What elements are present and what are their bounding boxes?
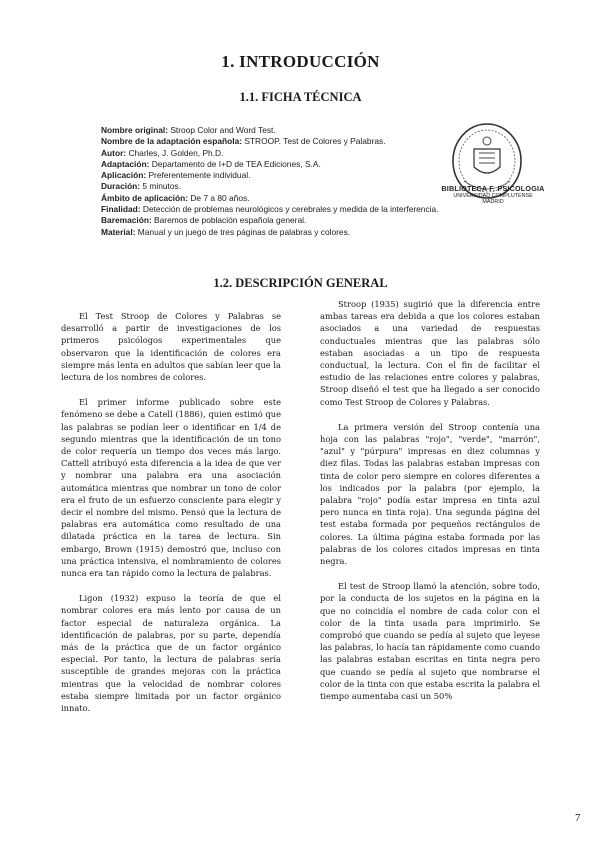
stamp-line: UNIVERSIDAD COMPLUTENSE bbox=[453, 193, 533, 199]
ficha-row bbox=[101, 136, 461, 147]
ficha-row bbox=[101, 193, 461, 204]
ficha-label: Nombre de la adaptación española: bbox=[101, 136, 243, 147]
chapter-heading: 1. INTRODUCCIÓN bbox=[221, 52, 380, 71]
ficha-label: Material: bbox=[101, 226, 136, 237]
ficha-row bbox=[101, 125, 461, 136]
ficha-label: Adaptación: bbox=[101, 158, 150, 169]
ficha-value: Preferentemente individual. bbox=[146, 170, 251, 181]
ficha-value: Departamento de I+D de TEA Ediciones, S.A. bbox=[149, 158, 321, 169]
paragraph: La primera versión del Stroop contenía una hoja con las palabras "rojo", "verde", "marrón", "azul" y "púrpura" impresas en diez columnas y diez filas. Todas las palabras estaban impresas con tinta de color pero siempre en colores diferentes a los indicados por la palabra (por ejemplo, la palabra "rojo" podía estar impresa en tinta azul pero nunca en tinta roja). Una segunda página del test estaba formada por pequeños rectángulos de colores. La última página estaba formada por las palabras de los colores citados impresas en tinta negra. bbox=[320, 421, 540, 567]
ficha-row bbox=[101, 148, 461, 159]
ficha-label: Duración: bbox=[101, 181, 141, 192]
paragraph: Ligon (1932) expuso la teoría de que el nombrar colores era más lento por causa de un factor especial de naturaleza orgánica. La identificación de palabras, por su parte, dependía más de la práctica que de un factor orgánico especial. Por tanto, la lectura de palabras sería susceptible de grandes mejoras con la práctica mientras que la velocidad de nombrar colores estaba siempre limitada por un factor orgánico innato. bbox=[61, 593, 281, 714]
ficha-label: Baremación: bbox=[101, 215, 152, 226]
ficha-value: Charles, J. Golden, Ph.D. bbox=[126, 147, 224, 158]
paragraph: El test de Stroop llamó la atención, sobre todo, por la conducta de los sujetos en la página en la que no coincidía el nombre de cada color con el color de la tinta usada para imprimirlo. Se comprobó que cuando se pedía al sujeto que leyese las palabras, lo hacía tan rápidamente como cuando las palabras estaban escritas en tinta negra pero que cuando se pedía al sujeto que nombrarse el color de la tinta con que estaba escrita la palabra el tiempo aumentaba casi un 50% bbox=[320, 581, 540, 702]
ficha-row bbox=[101, 159, 461, 170]
ficha-row bbox=[101, 170, 461, 181]
ficha-value: 5 minutos. bbox=[140, 181, 182, 192]
page-number: 7 bbox=[575, 812, 581, 824]
ficha-row bbox=[101, 204, 461, 215]
ficha-row bbox=[101, 215, 461, 226]
ficha-value: Detección de problemas neurológicos y cerebrales y medida de la interferencia. bbox=[140, 204, 439, 215]
ficha-row bbox=[101, 181, 461, 192]
paragraph: Stroop (1935) sugirió que la diferencia entre ambas tareas era debida a que los colores estaban asociados a una variedad de respuestas conductuales mientras que las palabras sólo estaban asociadas a un tipo de respuesta conductual, la lectura. Con el fin de facilitar el estudio de las relaciones entre colores y palabras, Stroop diseñó el test que ha llegado a ser conocido como Test Stroop de Colores y Palabras. bbox=[320, 299, 540, 407]
ficha-value: STROOP. Test de Colores y Palabras. bbox=[242, 136, 386, 147]
ficha-label: Autor: bbox=[101, 147, 127, 158]
ficha-value: De 7 a 80 años. bbox=[188, 192, 250, 203]
paragraph: El Test Stroop de Colores y Palabras se desarrolló a partir de investigaciones de los primeros psicólogos experimentales que observaron que la identificación de colores era siempre más lenta en adultos que sabían leer que la lectura de los nombres de colores. bbox=[61, 311, 281, 383]
library-stamp bbox=[438, 184, 548, 205]
ficha-row bbox=[101, 227, 461, 238]
ficha-label: Finalidad: bbox=[101, 204, 141, 215]
ficha-value: Manual y un juego de tres páginas de palabras y colores. bbox=[135, 226, 351, 237]
ficha-value: Stroop Color and Word Test. bbox=[168, 125, 276, 135]
ficha-label: Ámbito de aplicación: bbox=[101, 192, 189, 203]
technical-sheet bbox=[101, 125, 461, 238]
paragraph: El primer informe publicado sobre este fenómeno se debe a Catell (1886), quien estimó que las palabras se podían leer o identificar en 1/4 de segundo mientras que la identificación de un tono de color requería un tiempo dos veces más largo. Cattell atribuyó esta diferencia a la idea de que ver y nombrar una palabra era una asociación automática mientras que nombrar un tono de color era el fruto de un esfuerzo consciente para elegir y decir el nombre del mismo. Pensó que la lectura de palabras era automática como resultado de una dilatada práctica en la tarea de lectura. Sin embargo, Brown (1915) demostró que, incluso con una práctica intensiva, el nombramiento de colores nunca era tan rápido como la lectura de palabras. bbox=[61, 397, 281, 579]
stamp-line: MADRID bbox=[482, 199, 504, 205]
right-column bbox=[320, 298, 540, 715]
ficha-label: Aplicación: bbox=[101, 170, 147, 181]
ficha-label: Nombre original: bbox=[101, 125, 169, 135]
left-column bbox=[61, 310, 281, 727]
stamp-line: BIBLIOTECA F. PSICOLOGIA bbox=[441, 184, 545, 193]
section-title-descripcion-general: 1.2. DESCRIPCIÓN GENERAL bbox=[213, 276, 388, 290]
section-title-ficha-tecnica: 1.1. FICHA TÉCNICA bbox=[239, 90, 362, 104]
ficha-value: Baremos de población española general. bbox=[151, 215, 307, 226]
